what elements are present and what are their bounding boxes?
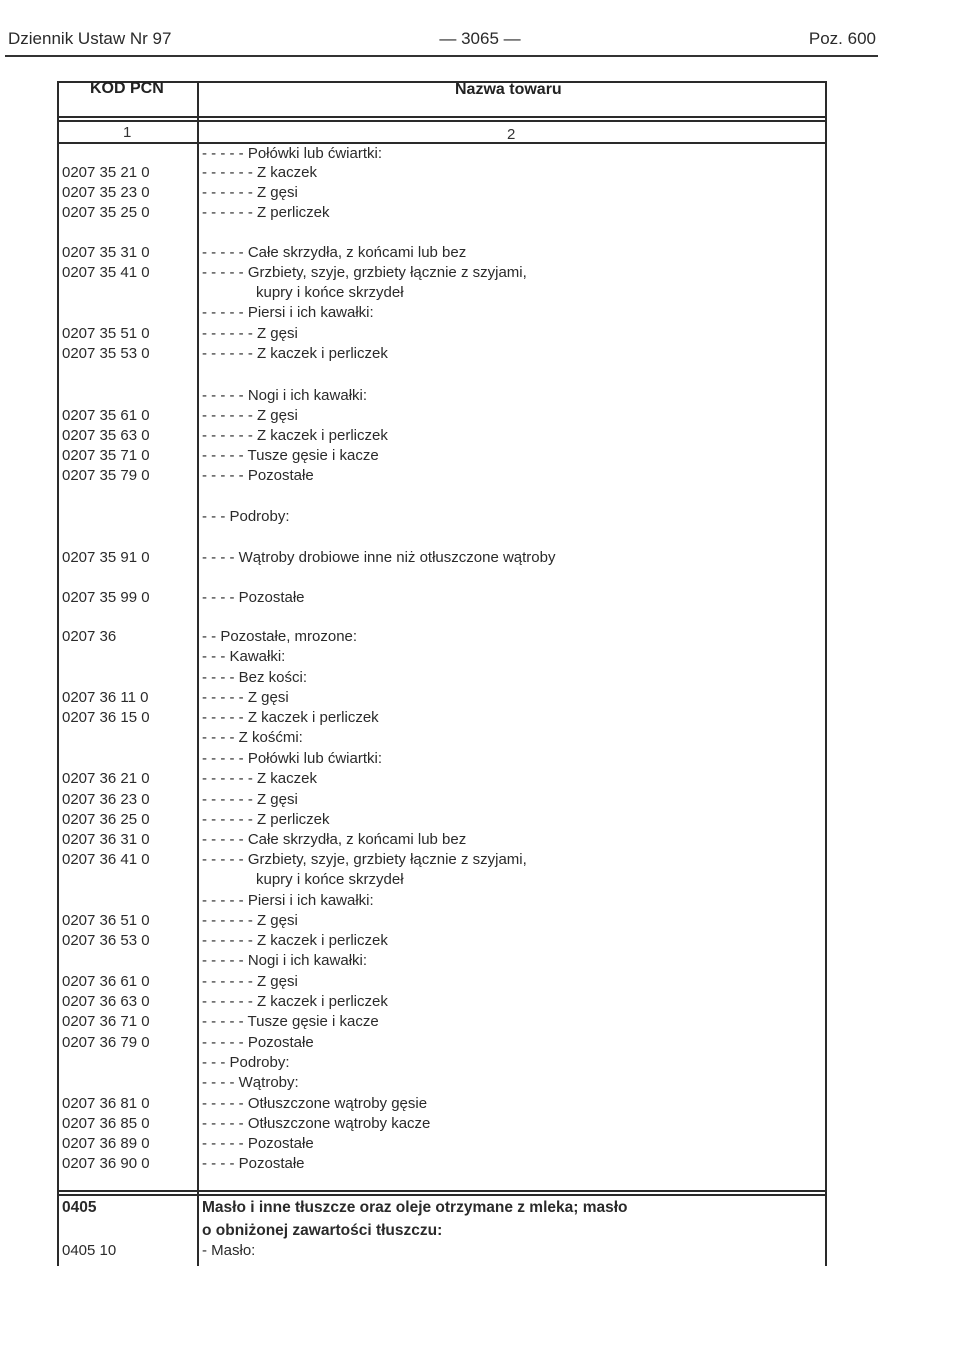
table-row: [0, 830, 960, 850]
table-row: [0, 263, 960, 283]
table-row: [0, 144, 960, 164]
table-row: [0, 911, 960, 931]
goods-description: - - - - - - Z kaczek: [202, 164, 317, 181]
goods-description: - - - - Wątroby:: [202, 1074, 299, 1091]
table-row: [0, 203, 960, 223]
table-row: [0, 243, 960, 263]
pcn-code: 0207 35 51 0: [62, 325, 150, 342]
table-row: [0, 931, 960, 951]
table-row: [0, 1114, 960, 1134]
pcn-code: 0207 36 25 0: [62, 811, 150, 828]
goods-description: - - - - Wątroby drobiowe inne niż otłuszczone wątroby: [202, 549, 556, 566]
goods-description: - - - - - Pozostałe: [202, 1135, 314, 1152]
goods-description: - - - - - Całe skrzydła, z końcami lub bez: [202, 831, 467, 848]
goods-description: - - - - - - Z kaczek i perliczek: [202, 345, 388, 362]
pcn-code: 0207 36 81 0: [62, 1095, 150, 1112]
goods-description: - - Pozostałe, mrozone:: [202, 628, 358, 645]
table-row: [0, 790, 960, 810]
pcn-code: 0207 36 51 0: [62, 912, 150, 929]
goods-description: - - - - - - Z kaczek: [202, 770, 317, 787]
table-row: [0, 386, 960, 406]
journal-title: Dziennik Ustaw Nr 97: [8, 29, 172, 48]
goods-description: - - - - - Z kaczek i perliczek: [202, 709, 379, 726]
pcn-code: 0207 36 21 0: [62, 770, 150, 787]
goods-description: - - - - - - Z gęsi: [202, 973, 298, 990]
goods-description: - - - - Pozostałe: [202, 589, 305, 606]
position-number: Poz. 600: [808, 29, 876, 48]
goods-description: - - - - - - Z kaczek i perliczek: [202, 427, 388, 444]
goods-description: - - - - - - Z kaczek i perliczek: [202, 993, 388, 1010]
table-row: [0, 1198, 960, 1218]
pcn-code: 0207 35 53 0: [62, 345, 150, 362]
pcn-code: 0207 36 31 0: [62, 831, 150, 848]
table-row: [0, 688, 960, 708]
table-row: [0, 627, 960, 647]
header-rule-1: [57, 116, 827, 118]
table-row: [0, 406, 960, 426]
pcn-code: 0207 35 99 0: [62, 589, 150, 606]
pcn-code: 0405: [62, 1199, 97, 1216]
table-row: [0, 507, 960, 527]
table-row: [0, 588, 960, 608]
table-row: [0, 1134, 960, 1154]
table-row: [0, 1012, 960, 1032]
column-header-name: Nazwa towaru: [455, 81, 562, 98]
goods-description: - - - - - - Z gęsi: [202, 791, 298, 808]
goods-description: - - - - - Z gęsi: [202, 689, 289, 706]
pcn-code: 0207 36: [62, 628, 117, 645]
table-row: [0, 1033, 960, 1053]
goods-description: - - - - - Tusze gęsie i kacze: [202, 1013, 379, 1030]
pcn-code: 0207 35 71 0: [62, 447, 150, 464]
table-row: [0, 951, 960, 971]
goods-description: - - - - - Połówki lub ćwiartki:: [202, 750, 383, 767]
page-number: — 3065 —: [439, 29, 521, 48]
goods-description: - - - - - Piersi i ich kawałki:: [202, 304, 374, 321]
table-row: [0, 344, 960, 364]
goods-description: - - - - - - Z gęsi: [202, 184, 298, 201]
table-row: [0, 324, 960, 344]
column-number-1: 1: [123, 124, 132, 141]
pcn-code: 0207 36 71 0: [62, 1013, 150, 1030]
goods-description: - - - - - - Z gęsi: [202, 407, 298, 424]
table-row: [0, 426, 960, 446]
goods-description: - Masło:: [202, 1242, 256, 1259]
pcn-code: 0207 36 41 0: [62, 851, 150, 868]
goods-description: - - - - - Pozostałe: [202, 1034, 314, 1051]
table-row: [0, 446, 960, 466]
table-row: [0, 303, 960, 323]
pcn-code: 0405 10: [62, 1242, 117, 1259]
table-row: [0, 1221, 960, 1241]
pcn-code: 0207 35 79 0: [62, 467, 150, 484]
pcn-code: 0207 35 63 0: [62, 427, 150, 444]
column-header-code: KOD PCN: [90, 80, 164, 97]
pcn-code: 0207 36 90 0: [62, 1155, 150, 1172]
goods-description: - - - Kawałki:: [202, 648, 286, 665]
goods-description: - - - - - Nogi i ich kawałki:: [202, 387, 368, 404]
goods-description: - - - - - Otłuszczone wątroby gęsie: [202, 1095, 428, 1112]
table-row: [0, 1094, 960, 1114]
section-rule-1: [57, 1190, 827, 1192]
table-row: [0, 891, 960, 911]
goods-description: - - - - Z kośćmi:: [202, 729, 303, 746]
goods-description: - - - - - - Z perliczek: [202, 811, 330, 828]
pcn-code: 0207 36 63 0: [62, 993, 150, 1010]
header-rule-2: [57, 120, 827, 122]
goods-description: - - - - - - Z perliczek: [202, 204, 330, 221]
table-row: [0, 1241, 960, 1261]
pcn-code: 0207 36 15 0: [62, 709, 150, 726]
goods-description: o obniżonej zawartości tłuszczu:: [202, 1222, 443, 1239]
table-row: [0, 183, 960, 203]
goods-description: - - - - - Połówki lub ćwiartki:: [202, 145, 383, 162]
goods-description: - - - - - Grzbiety, szyje, grzbiety łącznie z szyjami,: [202, 264, 527, 281]
pcn-code: 0207 35 41 0: [62, 264, 150, 281]
section-rule-2: [57, 1194, 827, 1196]
goods-description: - - - - - Tusze gęsie i kacze: [202, 447, 379, 464]
goods-description: - - - - - Pozostałe: [202, 467, 314, 484]
pcn-code: 0207 35 61 0: [62, 407, 150, 424]
table-row: [0, 769, 960, 789]
goods-description: - - - Podroby:: [202, 1054, 290, 1071]
goods-description: - - - - - Otłuszczone wątroby kacze: [202, 1115, 431, 1132]
header-rule: [5, 55, 878, 57]
goods-description: - - - - - - Z gęsi: [202, 325, 298, 342]
table-row: [0, 548, 960, 568]
table-row: [0, 850, 960, 870]
table-top-border: [57, 81, 827, 83]
goods-description: kupry i końce skrzydeł: [256, 871, 404, 888]
table-row: [0, 728, 960, 748]
table-row: [0, 647, 960, 667]
table-row: [0, 466, 960, 486]
table-row: [0, 870, 960, 890]
pcn-code: 0207 36 61 0: [62, 973, 150, 990]
column-number-2: 2: [507, 126, 516, 143]
pcn-code: 0207 36 11 0: [62, 689, 149, 706]
pcn-code: 0207 36 79 0: [62, 1034, 150, 1051]
table-row: [0, 1053, 960, 1073]
table-row: [0, 810, 960, 830]
table-row: [0, 708, 960, 728]
pcn-code: 0207 36 23 0: [62, 791, 150, 808]
pcn-code: 0207 36 53 0: [62, 932, 150, 949]
pcn-code: 0207 35 31 0: [62, 244, 150, 261]
pcn-code: 0207 35 25 0: [62, 204, 150, 221]
table-row: [0, 749, 960, 769]
table-row: [0, 163, 960, 183]
table-row: [0, 1154, 960, 1174]
table-row: [0, 992, 960, 1012]
pcn-code: 0207 36 85 0: [62, 1115, 150, 1132]
table-row: [0, 283, 960, 303]
goods-description: - - - - - Piersi i ich kawałki:: [202, 892, 374, 909]
goods-description: - - - - - - Z kaczek i perliczek: [202, 932, 388, 949]
goods-description: kupry i końce skrzydeł: [256, 284, 404, 301]
goods-description: - - - - - Nogi i ich kawałki:: [202, 952, 368, 969]
table-row: [0, 1073, 960, 1093]
pcn-code: 0207 35 91 0: [62, 549, 150, 566]
goods-description: - - - Podroby:: [202, 508, 290, 525]
goods-description: - - - - - - Z gęsi: [202, 912, 298, 929]
goods-description: - - - - Bez kości:: [202, 669, 308, 686]
goods-description: - - - - - Grzbiety, szyje, grzbiety łącznie z szyjami,: [202, 851, 527, 868]
pcn-code: 0207 36 89 0: [62, 1135, 150, 1152]
goods-description: - - - - - Całe skrzydła, z końcami lub bez: [202, 244, 467, 261]
goods-description: - - - - Pozostałe: [202, 1155, 305, 1172]
table-row: [0, 972, 960, 992]
table-row: [0, 668, 960, 688]
pcn-code: 0207 35 21 0: [62, 164, 150, 181]
pcn-code: 0207 35 23 0: [62, 184, 150, 201]
goods-description: Masło i inne tłuszcze oraz oleje otrzymane z mleka; masło: [202, 1199, 628, 1216]
